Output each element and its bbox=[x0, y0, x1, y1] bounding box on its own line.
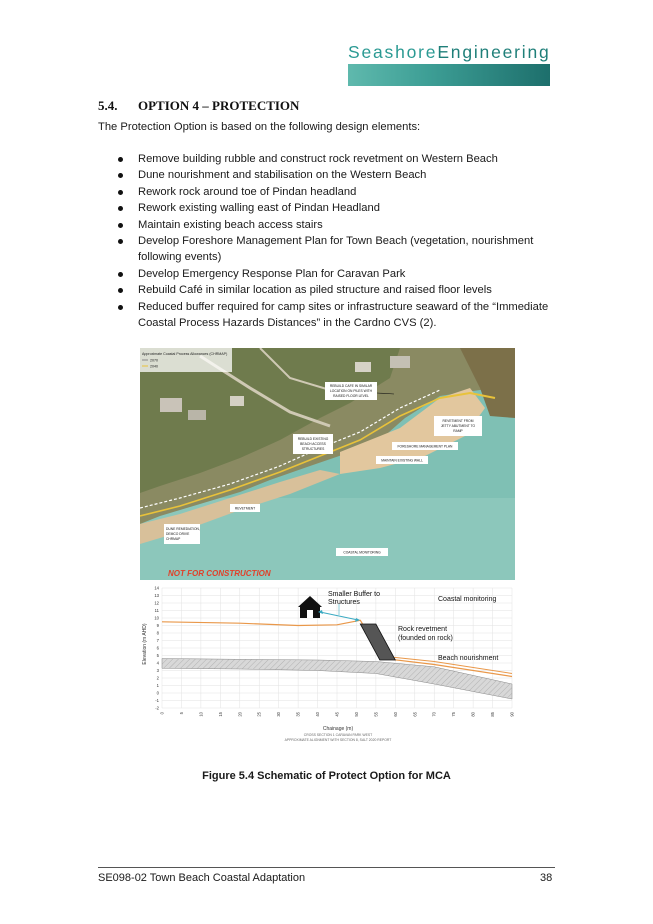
building-roof bbox=[390, 356, 410, 368]
callout-revetment bbox=[230, 504, 260, 512]
x-tick-label: 25 bbox=[256, 712, 262, 717]
section-title: OPTION 4 – PROTECTION bbox=[138, 98, 300, 113]
annotation-founded-on-rock: (founded on rock) bbox=[398, 635, 453, 642]
callout-text: REBUILD EXISTING bbox=[297, 437, 329, 441]
logo-word-engineering: Engineering bbox=[437, 42, 551, 62]
list-item: Remove building rubble and construct rock revetment on Western Beach bbox=[118, 151, 558, 167]
building-roof bbox=[160, 398, 182, 412]
list-item: Rebuild Café in similar location as piled structure and raised floor levels bbox=[118, 282, 558, 298]
y-tick-label: -2 bbox=[155, 705, 159, 711]
y-tick-label: 4 bbox=[156, 660, 159, 666]
x-tick-label: 35 bbox=[295, 712, 301, 717]
x-tick-label: 90 bbox=[509, 712, 515, 717]
x-tick-label: 20 bbox=[237, 712, 243, 717]
x-axis-label: Chainage (m) bbox=[322, 726, 354, 732]
building-roof bbox=[188, 410, 206, 420]
list-item: Rework existing walling east of Pindan Headland bbox=[118, 200, 558, 216]
section-note-1: CROSS SECTION 1 CARAVAN PARK WEST bbox=[303, 733, 373, 737]
x-tick-label: 10 bbox=[198, 712, 204, 717]
list-item: Dune nourishment and stabilisation on the Western Beach bbox=[118, 167, 558, 183]
annotation-rock-revetment: Rock revetment bbox=[398, 626, 448, 633]
y-axis-label: Elevation (m AHD) bbox=[142, 623, 148, 665]
x-tick-label: 55 bbox=[373, 712, 379, 717]
x-tick-label: 5 bbox=[178, 712, 184, 715]
figure-caption: Figure 5.4 Schematic of Protect Option for MCA bbox=[202, 770, 451, 782]
callout-text: STRUCTURES bbox=[301, 447, 325, 451]
x-tick-label: 75 bbox=[451, 712, 457, 717]
callout-coastal-monitoring bbox=[336, 548, 388, 556]
legend-item-2070: 2070 bbox=[150, 358, 158, 363]
x-tick-label: 85 bbox=[490, 712, 496, 717]
x-tick-label: 65 bbox=[412, 712, 418, 717]
company-logo bbox=[348, 40, 550, 90]
list-item: Maintain existing beach access stairs bbox=[118, 217, 558, 233]
callout-text: RAMP bbox=[453, 429, 463, 433]
callout-text: DUNE REMEDIATION, bbox=[166, 527, 200, 531]
callout-text: LOCATION ON PILES WITH bbox=[329, 389, 373, 393]
callout-revetment-jetty bbox=[434, 416, 482, 436]
x-tick-label: 40 bbox=[315, 712, 321, 717]
callout-text: COASTAL MONITORING bbox=[343, 550, 381, 555]
section-heading bbox=[98, 98, 299, 114]
legend-item-2040: 2040 bbox=[150, 364, 158, 369]
y-tick-label: 14 bbox=[154, 585, 159, 591]
x-tick-label: 15 bbox=[217, 712, 223, 717]
annotation-smaller-buffer: Smaller Buffer to bbox=[328, 591, 381, 598]
protect-option-figure bbox=[140, 348, 515, 750]
not-for-construction-watermark: NOT FOR CONSTRUCTION bbox=[168, 569, 271, 578]
y-tick-label: 0 bbox=[156, 690, 159, 696]
x-tick-label: 0 bbox=[159, 712, 165, 715]
y-tick-label: 12 bbox=[154, 600, 159, 606]
section-note-2: APPROXIMATE ALIGNMENT WITH SECTION 8, SALT 2020 REPORT bbox=[284, 738, 392, 742]
y-tick-label: 3 bbox=[156, 668, 159, 673]
section-number: 5.4. bbox=[98, 98, 118, 113]
aerial-map bbox=[140, 348, 515, 580]
callout-text: RAISED FLOOR LEVEL bbox=[333, 394, 369, 398]
building-roof bbox=[230, 396, 244, 406]
x-tick-label: 70 bbox=[431, 712, 437, 717]
x-tick-label: 60 bbox=[392, 712, 398, 717]
callout-foreshore-plan bbox=[392, 442, 458, 450]
callout-text: FORESHORE MANAGEMENT PLAN bbox=[397, 444, 453, 449]
y-tick-label: 2 bbox=[156, 675, 159, 681]
building-roof bbox=[355, 362, 371, 372]
logo-banner bbox=[348, 64, 550, 86]
list-item: Rework rock around toe of Pindan headland bbox=[118, 184, 558, 200]
y-tick-label: 9 bbox=[156, 623, 159, 628]
cross-section-plot bbox=[140, 584, 515, 750]
list-item: Develop Emergency Response Plan for Caravan Park bbox=[118, 266, 558, 282]
callout-text: REVETMENT bbox=[234, 506, 256, 511]
y-tick-label: 7 bbox=[156, 638, 159, 643]
annotation-structures: Structures bbox=[328, 599, 360, 606]
footer-document-title: SE098-02 Town Beach Coastal Adaptation bbox=[98, 872, 306, 884]
callout-text: BEACH ACCESS bbox=[300, 442, 326, 446]
callout-text: JETTY ABUTMENT TO bbox=[440, 424, 476, 428]
cross-section-svg bbox=[140, 584, 515, 750]
logo-wordmark bbox=[348, 42, 550, 63]
y-tick-label: 8 bbox=[156, 630, 159, 636]
callout-text: CHRMAP bbox=[166, 537, 181, 541]
list-item: Develop Foreshore Management Plan for Town Beach (vegetation, nourishment following events) bbox=[118, 233, 558, 266]
design-elements-list bbox=[118, 151, 558, 331]
y-tick-label: 11 bbox=[154, 608, 159, 613]
callout-maintain-wall bbox=[376, 456, 428, 464]
y-tick-label: 1 bbox=[156, 683, 159, 688]
annotation-beach-nourishment: Beach nourishment bbox=[438, 655, 499, 662]
annotation-coastal-monitoring: Coastal monitoring bbox=[438, 596, 497, 603]
section-intro: The Protection Option is based on the following design elements: bbox=[98, 121, 421, 133]
footer-page-number: 38 bbox=[540, 872, 553, 884]
aerial-map-svg bbox=[140, 348, 515, 580]
x-tick-label: 50 bbox=[353, 712, 359, 717]
callout-dune-remediation bbox=[164, 524, 200, 544]
footer-divider bbox=[98, 867, 555, 868]
callout-text: DEMCO DRIVE bbox=[166, 532, 190, 536]
callout-text: REBUILD CAFE IN SIMILAR bbox=[329, 384, 373, 388]
y-tick-label: -1 bbox=[155, 698, 159, 703]
callout-text: REVETMENT FROM bbox=[442, 419, 474, 423]
list-item: Reduced buffer required for camp sites or infrastructure seaward of the “Immediate Coastal Process Hazards Distances” in the Cardno CVS (2). bbox=[118, 299, 558, 332]
logo-word-seashore: Seashore bbox=[348, 42, 438, 62]
y-tick-label: 5 bbox=[156, 653, 159, 658]
x-tick-label: 30 bbox=[276, 712, 282, 717]
callout-rebuild-access bbox=[293, 434, 333, 454]
x-tick-label: 45 bbox=[334, 712, 340, 717]
y-tick-label: 6 bbox=[156, 645, 159, 651]
y-tick-label: 13 bbox=[154, 593, 159, 598]
y-tick-label: 10 bbox=[154, 615, 159, 621]
legend-title: Approximate Coastal Process Allowances (CHRMAP) bbox=[142, 352, 228, 356]
callout-text: MAINTAIN EXISTING WALL bbox=[381, 458, 423, 463]
x-tick-label: 80 bbox=[470, 712, 476, 717]
